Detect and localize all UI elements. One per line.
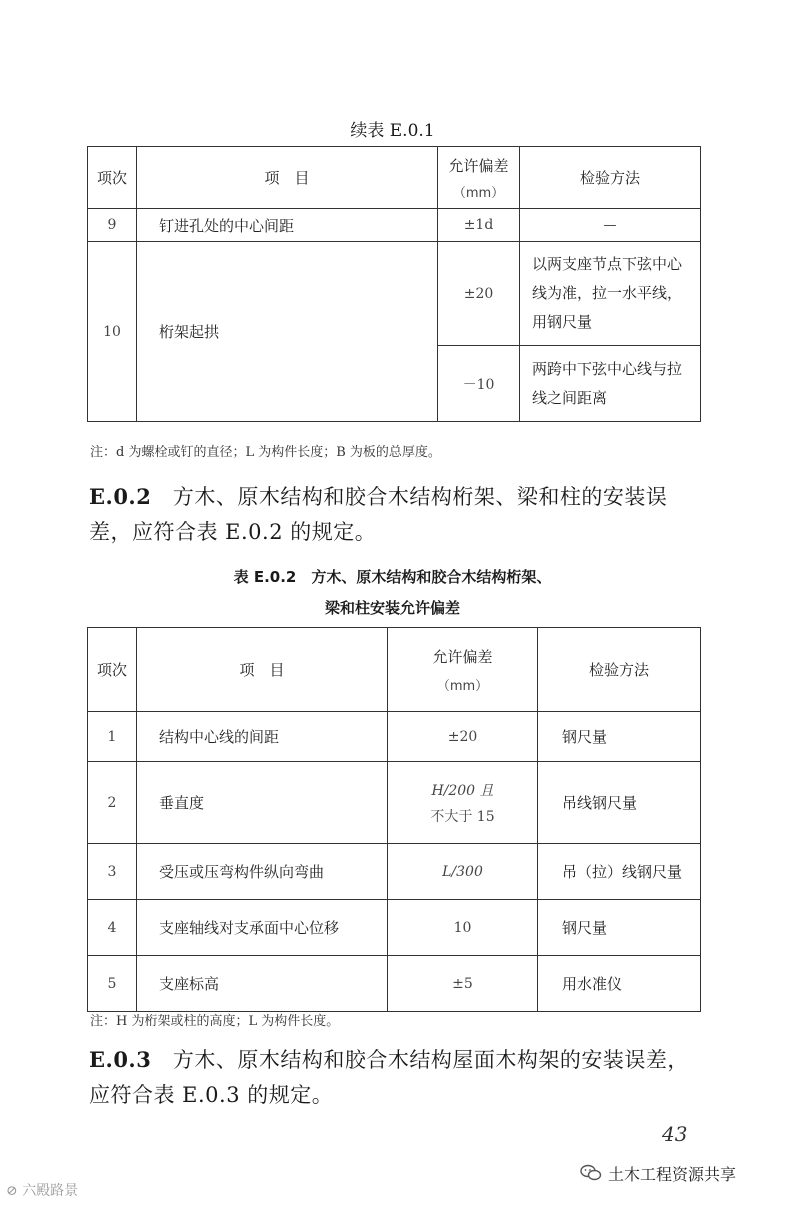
row-item: 垂直度 (137, 762, 388, 844)
link-icon: ⊘ (6, 1183, 18, 1199)
row-method: — (520, 209, 701, 242)
header-method: 检验方法 (538, 628, 701, 712)
table-header-row (88, 147, 701, 209)
row-tolerance-line1: H/200 且 (431, 782, 494, 799)
row-item: 支座轴线对支承面中心位移 (137, 900, 388, 956)
clause-label: E.0.3 (89, 1047, 152, 1072)
row-tolerance-line2: 不大于 15 (430, 808, 495, 825)
row-no: 10 (88, 242, 137, 422)
row-no: 5 (88, 956, 137, 1012)
row-tolerance: －10 (438, 346, 520, 422)
row-method: 用水准仪 (538, 956, 701, 1012)
watermark-left (6, 1180, 78, 1200)
clause-paragraph (89, 479, 709, 550)
table-note: 注：H 为桁架或柱的高度；L 为构件长度。 (90, 1014, 340, 1029)
row-tolerance: ±5 (388, 956, 538, 1012)
clause-paragraph (89, 1042, 709, 1113)
table-title-line2: 梁和柱安装允许偏差 (324, 599, 460, 617)
row-tolerance: 10 (388, 900, 538, 956)
watermark (580, 1160, 770, 1186)
row-method: 钢尺量 (538, 900, 701, 956)
row-item: 支座标高 (137, 956, 388, 1012)
row-method: 吊线钢尺量 (538, 762, 701, 844)
row-no: 3 (88, 844, 137, 900)
row-method: 钢尺量 (538, 712, 701, 762)
table-row (88, 712, 701, 762)
table-row (88, 956, 701, 1012)
table-row (88, 900, 701, 956)
row-tolerance: ±20 (388, 712, 538, 762)
header-no: 项次 (88, 147, 137, 209)
table-header-row (88, 628, 701, 712)
table-row (88, 242, 701, 346)
header-tolerance (388, 628, 538, 712)
row-item: 钉进孔处的中心间距 (137, 209, 438, 242)
header-item: 项 目 (137, 628, 388, 712)
header-tolerance-label: 允许偏差 (448, 156, 509, 175)
page-number: 43 (662, 1122, 688, 1146)
row-no: 4 (88, 900, 137, 956)
clause-label: E.0.2 (89, 484, 152, 509)
table-row (88, 844, 701, 900)
row-method: 吊（拉）线钢尺量 (538, 844, 701, 900)
tolerance-table-continued (87, 146, 701, 422)
watermark-text: 土木工程资源共享 (608, 1164, 737, 1184)
row-tolerance: ±1d (438, 209, 520, 242)
row-method: 以两支座节点下弦中心线为准，拉一水平线，用钢尺量 (520, 242, 701, 346)
row-no: 1 (88, 712, 137, 762)
table-caption: 续表 E.0.1 (350, 121, 435, 141)
header-tolerance (438, 147, 520, 209)
row-tolerance: L/300 (388, 844, 538, 900)
row-no: 9 (88, 209, 137, 242)
table-row (88, 209, 701, 242)
row-item: 桁架起拱 (137, 242, 438, 422)
row-tolerance (388, 762, 538, 844)
clause-text: 方木、原木结构和胶合木结构桁架、梁和柱的安装误差，应符合表 E.0.2 的规定。 (89, 485, 668, 544)
header-tolerance-unit: （mm） (436, 678, 489, 694)
row-tolerance: ±20 (438, 242, 520, 346)
header-no: 项次 (88, 628, 137, 712)
header-tolerance-label: 允许偏差 (432, 647, 493, 666)
header-method: 检验方法 (520, 147, 701, 209)
row-no: 2 (88, 762, 137, 844)
header-item: 项 目 (137, 147, 438, 209)
table-row (88, 762, 701, 844)
wechat-icon (580, 1164, 602, 1182)
table-title-line1: 表 E.0.2 方木、原木结构和胶合木结构桁架、 (233, 568, 552, 586)
installation-tolerance-table (87, 627, 701, 1012)
row-item: 受压或压弯构件纵向弯曲 (137, 844, 388, 900)
row-method: 两跨中下弦中心线与拉线之间距离 (520, 346, 701, 422)
header-tolerance-unit: （mm） (452, 185, 505, 201)
row-item: 结构中心线的间距 (137, 712, 388, 762)
clause-text: 方木、原木结构和胶合木结构屋面木构架的安装误差，应符合表 E.0.3 的规定。 (89, 1048, 689, 1107)
watermark-left-text: 六殿路景 (22, 1183, 79, 1199)
table-note: 注：d 为螺栓或钉的直径；L 为构件长度；B 为板的总厚度。 (90, 445, 441, 460)
